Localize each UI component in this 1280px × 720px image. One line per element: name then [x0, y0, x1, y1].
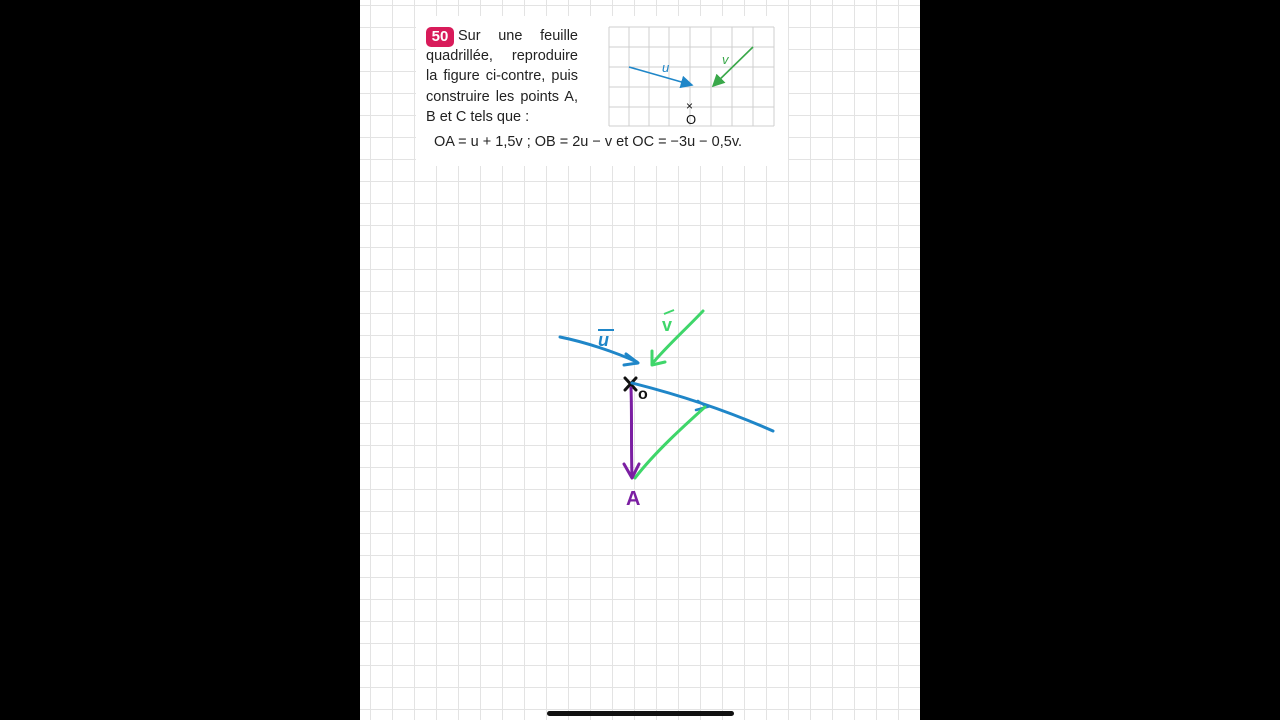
drawn-label-u: u — [598, 330, 609, 350]
drawn-label-o: o — [638, 386, 648, 403]
reference-label-v: v — [722, 52, 729, 67]
drawn-label-a: A — [626, 488, 641, 510]
drawn-vector-v — [652, 311, 703, 364]
reference-label-o: O — [686, 112, 697, 127]
handwritten-drawing — [360, 0, 920, 720]
notebook-page — [360, 0, 920, 720]
drawn-v-construction-line — [635, 407, 705, 478]
drawn-label-v-arrow — [664, 310, 674, 314]
reference-cross-o: × — [686, 99, 694, 113]
vector-equations-text: OA = u + 1,5v ; OB = 2u − v et OC = −3u − 0,5v. — [434, 134, 743, 150]
reference-label-u: u — [662, 60, 670, 75]
home-indicator-bar[interactable] — [547, 711, 734, 716]
drawn-label-v: v — [662, 315, 673, 335]
exercise-statement: Sur une feuille quadrillée, reproduire la figure ci-contre, puis construire les points A, B et C tels que : — [426, 28, 578, 125]
exercise-number-badge: 50 — [426, 27, 454, 47]
drawn-vector-u-arrowhead — [624, 354, 638, 365]
drawn-vector-oa — [631, 388, 632, 477]
